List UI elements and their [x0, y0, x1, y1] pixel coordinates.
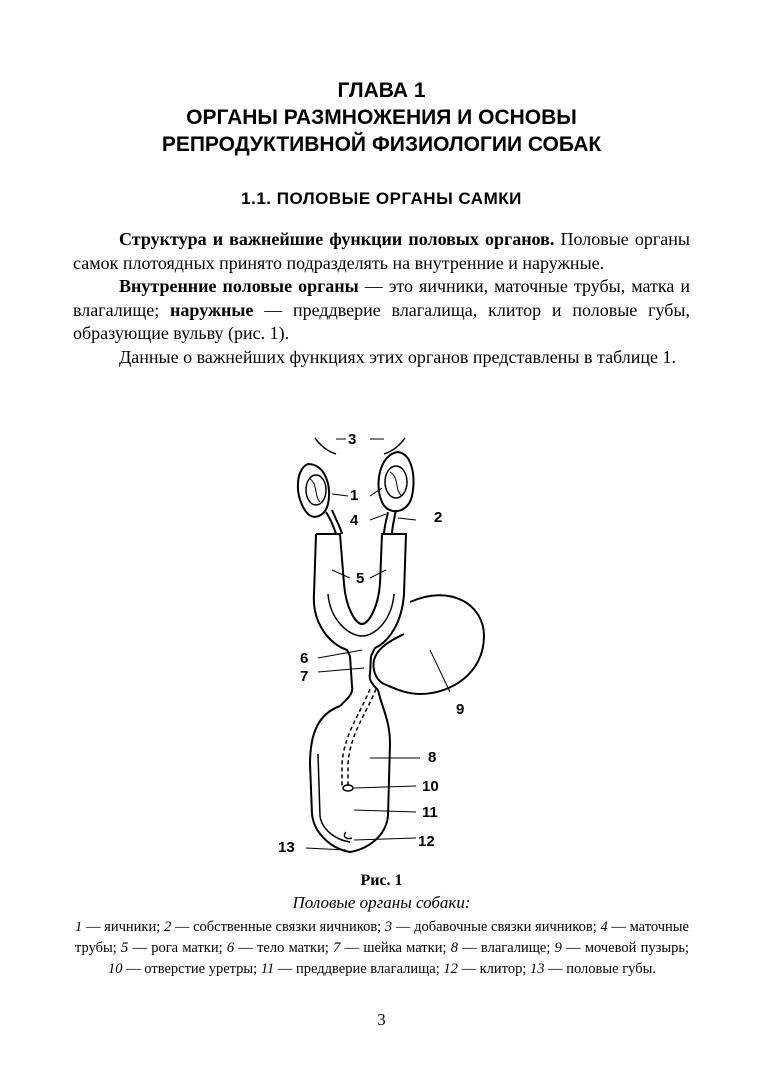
legend-text: — клитор; [457, 961, 530, 977]
legend-text: — тело матки; [234, 940, 334, 956]
page-number: 3 [377, 1010, 386, 1029]
paragraph-2-text-1: — это яичники, маточные трубы, матка и влагалище; [73, 276, 690, 320]
diagram-label-5: 5 [356, 570, 365, 587]
legend-num: 1 [75, 919, 83, 935]
legend-num: 3 [384, 919, 393, 935]
legend-text: — шейка матки; [340, 940, 451, 956]
section-title: 1.1. ПОЛОВЫЕ ОРГАНЫ САМКИ [241, 189, 522, 208]
chapter-title-line-2: РЕПРОДУКТИВНОЙ ФИЗИОЛОГИИ СОБАК [161, 133, 602, 156]
chapter-title-line-1: ОРГАНЫ РАЗМНОЖЕНИЯ И ОСНОВЫ [186, 106, 577, 129]
diagram-label-4: 4 [350, 512, 359, 529]
figure-caption: Рис. 1 [360, 872, 403, 889]
legend-num: 13 [529, 961, 545, 977]
diagram-label-6: 6 [300, 650, 309, 667]
legend-num: 7 [333, 940, 341, 956]
figure-legend [75, 917, 689, 980]
figure-subtitle: Половые органы собаки: [292, 893, 471, 912]
paragraph-1-text: Половые органы самок плотоядных принято подразделять на внутренние и наружные. [73, 229, 690, 273]
legend-text: — яичники; [82, 919, 164, 935]
legend-text: — собственные связки яичников; [171, 919, 385, 935]
paragraph-2-lead: Внутренние половые органы [119, 276, 359, 296]
diagram-label-12: 12 [418, 833, 435, 850]
legend-num: 10 [108, 961, 123, 977]
legend-text: — мочевой пузырь; [561, 940, 689, 956]
diagram-label-3: 3 [348, 431, 357, 448]
legend-num: 9 [554, 940, 562, 956]
paragraph-1 [73, 228, 690, 275]
diagram-label-9: 9 [456, 701, 465, 718]
diagram-label-11: 11 [422, 804, 438, 821]
paragraph-2-lead-2: наружные [170, 299, 254, 320]
legend-text: — влагалище; [457, 940, 555, 956]
paragraph-1-lead: Структура и важнейшие функции половых органов. [119, 229, 555, 249]
legend-num: 5 [121, 940, 129, 956]
legend-text: — добавочные связки яичников; [392, 919, 601, 935]
diagram-label-10: 10 [422, 778, 439, 795]
body-text [73, 228, 690, 369]
legend-num: 12 [443, 961, 458, 977]
legend-text: — преддверие влагалища; [274, 961, 444, 977]
chapter-number: ГЛАВА 1 [337, 79, 426, 102]
diagram-label-7: 7 [300, 668, 309, 685]
diagram-label-8: 8 [428, 749, 437, 766]
legend-text: — отверстие уретры; [122, 961, 261, 977]
legend-num: 11 [260, 961, 275, 977]
legend-text: — маточные трубы; [75, 919, 689, 956]
paragraph-3: Данные о важнейших функциях этих органов представлены в таблице 1. [119, 346, 677, 367]
legend-num: 6 [226, 940, 235, 956]
legend-num: 4 [600, 919, 608, 935]
diagram-label-2: 2 [434, 509, 443, 526]
legend-text: — половые губы. [544, 961, 656, 977]
legend-num: 2 [163, 919, 172, 935]
reproductive-organs-diagram [270, 424, 500, 864]
diagram-label-1: 1 [350, 487, 359, 504]
paragraph-2 [73, 275, 690, 346]
legend-text: — рога матки; [128, 940, 227, 956]
legend-num: 8 [450, 940, 458, 956]
paragraph-2-text-2: — преддверие влагалища, клитор и половые губы, образующие вульву (рис. 1). [73, 299, 690, 343]
diagram-label-13: 13 [278, 839, 295, 856]
